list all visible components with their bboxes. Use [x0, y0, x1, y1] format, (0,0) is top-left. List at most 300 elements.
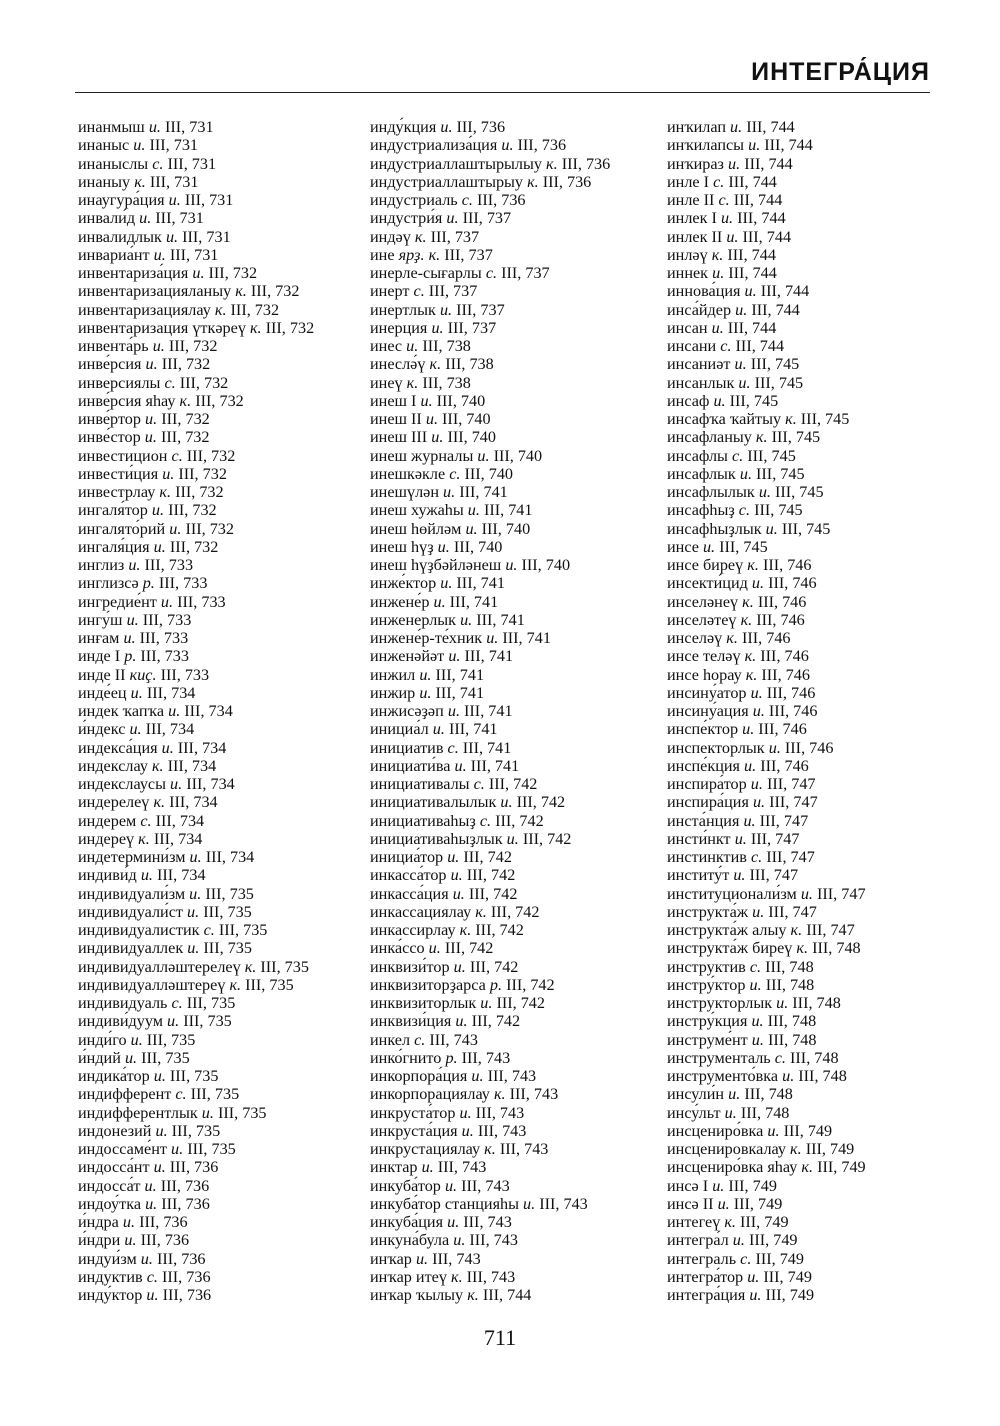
index-entry — [78, 739, 314, 757]
grammar-label: и. — [712, 264, 725, 282]
page-reference: III, 745 — [719, 537, 768, 556]
page-reference: III, 743 — [461, 1176, 510, 1195]
headword: инста́нция — [667, 811, 740, 830]
index-entry — [667, 702, 866, 720]
grammar-label: к. — [740, 610, 753, 629]
index-entry — [78, 684, 314, 702]
page-reference: III, 749 — [817, 1158, 866, 1177]
page-reference: III, 749 — [783, 1121, 833, 1140]
page-reference: III, 741 — [459, 483, 508, 501]
index-entry — [370, 1049, 610, 1067]
index-entry — [667, 976, 866, 994]
grammar-label: к. — [493, 1085, 506, 1104]
grammar-label: с. — [738, 501, 751, 520]
page-reference: III, 731 — [149, 172, 199, 191]
headword: инже́ктор — [370, 574, 437, 593]
page-reference: III, 738 — [422, 373, 471, 392]
grammar-label: к. — [527, 172, 539, 191]
grammar-label: и. — [440, 574, 453, 593]
grammar-label: и. — [776, 994, 789, 1012]
headword: индивидуали́ст — [78, 902, 183, 921]
index-entry — [78, 1031, 314, 1049]
headword: институционали́зм — [667, 884, 797, 903]
index-entry — [370, 866, 610, 884]
grammar-label: и. — [752, 702, 765, 720]
grammar-label: и. — [153, 1067, 166, 1085]
headword: инвариа́нт — [78, 245, 150, 264]
headword: инҡилап — [667, 118, 726, 136]
index-entry — [370, 939, 610, 957]
index-entry — [370, 118, 610, 136]
page-reference: III, 735 — [203, 902, 252, 921]
grammar-label: и. — [750, 775, 763, 793]
page-reference: III, 742 — [469, 957, 519, 976]
grammar-label: и. — [425, 410, 438, 428]
headword: инжил — [370, 665, 416, 684]
grammar-label: к. — [790, 921, 803, 939]
index-entry — [370, 1158, 610, 1176]
grammar-label: и. — [744, 282, 757, 301]
headword: инквизи́ция — [370, 1012, 452, 1031]
index-entry — [667, 1213, 866, 1231]
headword: инспе́ктор — [667, 720, 739, 739]
index-entry — [370, 1250, 610, 1268]
index-entry — [78, 1140, 314, 1158]
grammar-label: и. — [421, 1158, 434, 1177]
grammar-label: и. — [446, 209, 459, 228]
grammar-label: и. — [751, 574, 765, 593]
page-reference: III, 746 — [760, 647, 809, 666]
headword: интегра́тор — [667, 1267, 744, 1286]
headword: инеш III — [370, 428, 428, 447]
headword: инсаф — [667, 391, 710, 410]
index-entry — [667, 1195, 866, 1213]
page-reference: III, 742 — [488, 775, 538, 793]
grammar-label: и. — [734, 355, 747, 374]
headword: инселәнеү — [667, 592, 739, 611]
grammar-label: и. — [728, 154, 741, 173]
headword: инструкта́ж — [667, 902, 749, 921]
headword: инсу́льт — [667, 1103, 721, 1122]
page-reference: III, 744 — [728, 172, 777, 191]
index-entry — [78, 1250, 314, 1268]
index-entry — [667, 1122, 866, 1140]
headword: инле I — [667, 172, 710, 191]
index-entry — [78, 866, 314, 884]
grammar-label: и. — [765, 519, 778, 538]
headword: инде II — [78, 665, 126, 684]
headword: индоу́тка — [78, 1194, 142, 1213]
headword: инкассирлау — [370, 921, 456, 939]
index-entry — [78, 1268, 314, 1286]
grammar-label: и. — [133, 136, 146, 155]
page-reference: III, 738 — [445, 355, 494, 374]
headword: ингредие́нт — [78, 592, 157, 611]
index-entry — [667, 866, 866, 884]
page-reference: III, 747 — [769, 793, 818, 812]
grammar-label: и. — [187, 902, 200, 921]
headword: инжене́р-те́хник — [370, 629, 483, 647]
index-entry — [78, 1286, 314, 1304]
index-entry — [667, 593, 866, 611]
page-reference: III, 741 — [464, 702, 513, 720]
headword: инстинктив — [667, 848, 747, 866]
headword: инспира́тор — [667, 775, 747, 793]
index-entry — [370, 136, 610, 154]
grammar-label: и. — [145, 1194, 158, 1213]
headword: интегеү — [667, 1213, 721, 1231]
index-entry — [667, 191, 866, 209]
headword: инде I — [78, 647, 121, 666]
page-reference: III, 732 — [186, 446, 236, 465]
headword: инерле-сығарлы — [370, 264, 482, 282]
headword: индивидуаль — [78, 994, 168, 1012]
headword: инҡираз — [667, 154, 724, 173]
index-entry — [370, 1085, 610, 1103]
grammar-label: и. — [782, 1067, 795, 1085]
page-reference: III, 744 — [728, 264, 777, 282]
page-reference: III, 731 — [165, 118, 214, 136]
page-reference: III, 748 — [798, 1067, 847, 1085]
index-entry — [370, 629, 610, 647]
grammar-label: с. — [413, 282, 425, 301]
index-entry — [667, 848, 866, 866]
page-reference: III, 733 — [177, 592, 226, 611]
grammar-label: и. — [165, 227, 179, 246]
index-entry — [667, 629, 866, 647]
index-entry — [370, 264, 610, 282]
page-reference: III, 735 — [169, 1067, 219, 1085]
grammar-label: и. — [748, 136, 761, 155]
grammar-label: и. — [742, 720, 755, 739]
page-reference: III, 742 — [516, 793, 566, 812]
page-reference: III, 743 — [475, 1103, 525, 1122]
grammar-label: и. — [454, 756, 467, 775]
index-entry — [667, 1177, 866, 1195]
headword: инкуба́тор станцияһы — [370, 1194, 519, 1213]
headword: инициативалы — [370, 775, 470, 793]
grammar-label: и. — [747, 1267, 760, 1286]
page-reference: III, 742 — [506, 975, 555, 994]
page-reference: III, 740 — [521, 556, 571, 574]
index-entry — [667, 647, 866, 665]
headword: индустриаллаштырыу — [370, 172, 524, 191]
headword: индивидуалләштерелеү — [78, 957, 241, 976]
page-reference: III, 734 — [153, 829, 203, 848]
index-entry — [370, 812, 610, 830]
page-reference: III, 742 — [522, 829, 572, 848]
headword: инсе теләү — [667, 647, 741, 666]
grammar-label: и. — [153, 1158, 166, 1177]
index-entry — [667, 1104, 866, 1122]
headword: инсе — [667, 537, 699, 556]
grammar-label: к. — [724, 1213, 736, 1231]
page-reference: III, 742 — [466, 866, 516, 885]
grammar-label: с. — [774, 1048, 786, 1067]
index-entry — [370, 319, 610, 337]
index-entry — [667, 136, 866, 154]
page-reference: III, 748 — [740, 1103, 790, 1122]
headword: инквизиторҙарса — [370, 975, 486, 994]
index-entry — [667, 282, 866, 300]
headword: инселәтеү — [667, 610, 737, 629]
grammar-label: и. — [437, 537, 450, 556]
index-entry — [667, 611, 866, 629]
grammar-label: к. — [229, 975, 242, 994]
index-entry — [667, 994, 866, 1012]
headword: индосса́т — [78, 1176, 141, 1195]
grammar-label: к. — [467, 1286, 479, 1304]
grammar-label: и. — [758, 483, 771, 501]
page-reference: III, 740 — [493, 446, 543, 465]
headword: инле II — [667, 191, 715, 209]
grammar-label: и. — [444, 1176, 458, 1195]
headword: инерт — [370, 282, 410, 301]
page-reference: III, 745 — [750, 355, 800, 374]
headword: инвали́д — [78, 209, 136, 228]
index-entry — [667, 666, 866, 684]
grammar-label: к. — [785, 410, 797, 428]
page-reference: III, 735 — [218, 921, 268, 939]
page-reference: III, 736 — [156, 1249, 206, 1268]
headword: инеш һөйләм — [370, 519, 462, 538]
grammar-label: к. — [744, 647, 757, 666]
grammar-label: и. — [749, 975, 762, 994]
grammar-label: и. — [720, 209, 734, 228]
grammar-label: и. — [459, 1103, 472, 1122]
headword: инду́ктор — [78, 1286, 143, 1304]
headword: индоссаме́нт — [78, 1140, 167, 1158]
grammar-label: и. — [130, 1030, 143, 1049]
headword: инеш журналы — [370, 446, 474, 465]
grammar-label: и. — [523, 1194, 536, 1213]
headword: инкорпора́ция — [370, 1067, 468, 1085]
page-reference: III, 744 — [735, 337, 785, 355]
index-entry — [78, 228, 314, 246]
headword: инкрустациялау — [370, 1140, 481, 1158]
headword: инсафһыҙлык — [667, 519, 762, 538]
headword: индиви́дуум — [78, 1012, 163, 1031]
headword: инсули́н — [667, 1085, 725, 1104]
page-reference: III, 741 — [464, 647, 514, 666]
index-entry — [667, 1067, 866, 1085]
headword: инаныс — [78, 136, 130, 155]
headword: инстру́ктор — [667, 975, 746, 994]
grammar-label: и. — [767, 1121, 780, 1140]
headword: инженәйәт — [370, 647, 445, 666]
index-entry — [78, 921, 314, 939]
grammar-label: с. — [713, 172, 725, 191]
index-column-3 — [667, 118, 866, 1304]
headword: интегра́ция — [667, 1286, 746, 1304]
headword: инселәү — [667, 629, 723, 647]
grammar-label: с. — [479, 811, 492, 830]
grammar-label: и. — [415, 1249, 429, 1268]
page-reference: III, 733 — [158, 574, 208, 593]
index-entry — [78, 1213, 314, 1231]
grammar-label: и. — [455, 1012, 468, 1031]
headword: инкуба́ция — [370, 1213, 444, 1231]
page-reference: III, 736 — [542, 172, 592, 191]
headword: инеш хужаһы — [370, 501, 464, 520]
page-reference: III, 743 — [429, 1030, 478, 1049]
page-reference: III, 744 — [746, 118, 795, 136]
index-entry — [667, 1286, 866, 1304]
grammar-label: с. — [146, 1267, 158, 1286]
page-reference: III, 731 — [149, 136, 199, 155]
page-reference: III, 737 — [428, 282, 478, 301]
page-reference: III, 735 — [187, 1140, 236, 1158]
index-entry — [370, 720, 610, 738]
headword: инләү — [667, 245, 708, 264]
headword: инеш II — [370, 410, 422, 428]
index-entry — [370, 410, 610, 428]
headword: инкруста́ция — [370, 1121, 458, 1140]
headword: инстру́кция — [667, 1012, 748, 1031]
page-reference: III, 744 — [482, 1286, 532, 1304]
page-reference: III, 741 — [470, 756, 520, 775]
index-entry — [78, 885, 314, 903]
page-reference: III, 735 — [146, 1030, 196, 1049]
grammar-label: к. — [249, 318, 262, 337]
headword: индерем — [78, 811, 137, 830]
page-reference: III, 741 — [435, 683, 485, 702]
grammar-label: к. — [159, 483, 172, 501]
grammar-label: и. — [169, 519, 182, 538]
page-reference: III, 746 — [758, 720, 807, 739]
index-entry — [370, 1031, 610, 1049]
index-entry — [667, 447, 866, 465]
page-reference: III, 736 — [140, 1231, 190, 1250]
headword: инеслә́ү — [370, 355, 426, 374]
grammar-label: и. — [148, 118, 161, 136]
page-reference: III, 731 — [167, 154, 217, 173]
page-reference: III, 736 — [161, 1194, 210, 1213]
page-reference: III, 745 — [781, 519, 831, 538]
headword: индустриаллаштырылыу — [370, 154, 542, 173]
headword: инвалидлык — [78, 227, 162, 246]
index-entry — [370, 666, 610, 684]
page-reference: III, 743 — [432, 1249, 481, 1268]
headword: инжене́р — [370, 592, 430, 611]
index-entry — [78, 574, 314, 592]
headword: инаныслы — [78, 154, 149, 173]
page-reference: III, 735 — [186, 994, 236, 1012]
headword: инсцениро́вка яһау — [667, 1158, 798, 1177]
grammar-label: и. — [728, 1085, 741, 1104]
grammar-label: и. — [123, 629, 136, 647]
headword: инсә II — [667, 1194, 714, 1213]
page-reference: III, 748 — [767, 1012, 817, 1031]
headword: инкел — [370, 1030, 411, 1049]
index-entry — [370, 757, 610, 775]
index-entry — [78, 301, 314, 319]
page-reference: III, 740 — [453, 537, 503, 556]
headword: индуи́зм — [78, 1249, 137, 1268]
headword: инверсиялы — [78, 373, 161, 392]
page-reference: III, 732 — [195, 391, 244, 410]
index-entry — [667, 1085, 866, 1103]
page-reference: III, 749 — [733, 1194, 783, 1213]
grammar-label: и. — [168, 702, 181, 720]
page-reference: III, 740 — [464, 464, 514, 483]
index-entry — [667, 501, 866, 519]
index-entry — [78, 136, 314, 154]
headword: инкасса́тор — [370, 866, 447, 885]
page-reference: III, 732 — [169, 537, 219, 556]
page-reference: III, 744 — [764, 136, 813, 155]
headword: инсценировкалау — [667, 1140, 786, 1158]
headword: инсаниәт — [667, 355, 731, 374]
page-reference: III, 744 — [751, 300, 800, 319]
grammar-label: с. — [414, 1030, 426, 1049]
headword: ине — [370, 245, 395, 264]
grammar-label: и. — [420, 391, 433, 410]
page-reference: III, 746 — [766, 683, 816, 702]
headword: инктар — [370, 1158, 418, 1177]
headword: инсафлы — [667, 446, 728, 465]
index-entry — [78, 1177, 314, 1195]
grammar-label: и. — [738, 373, 751, 392]
page-reference: III, 745 — [800, 410, 850, 428]
headword: ингалято́рий — [78, 519, 166, 538]
headword: институ́т — [667, 866, 730, 885]
grammar-label: и. — [501, 136, 514, 155]
page-reference: III, 749 — [748, 1231, 798, 1250]
index-entry — [370, 958, 610, 976]
grammar-label: и. — [711, 318, 724, 337]
page-reference: III, 741 — [483, 501, 533, 520]
grammar-label: к. — [429, 355, 442, 374]
headword: инсафһыҙ — [667, 501, 735, 520]
page-reference: III, 733 — [142, 610, 192, 629]
headword: индустри́я — [370, 209, 443, 228]
index-entry — [370, 246, 610, 264]
index-entry — [370, 1195, 610, 1213]
index-entry — [667, 812, 866, 830]
grammar-label: и. — [448, 647, 461, 666]
index-entry — [370, 520, 610, 538]
index-entry — [370, 1231, 610, 1249]
index-entry — [667, 246, 866, 264]
headword: инициа́тор — [370, 848, 444, 866]
page-reference: III, 741 — [476, 610, 525, 629]
index-entry — [370, 1012, 610, 1030]
index-entry — [78, 611, 314, 629]
headword: интегра́л — [667, 1231, 729, 1250]
page-reference: III, 747 — [749, 866, 799, 885]
page-reference: III, 736 — [517, 136, 567, 155]
headword: инициативаһыҙлык — [370, 829, 503, 848]
page-reference: III, 747 — [806, 921, 855, 939]
page-reference: III, 740 — [436, 391, 486, 410]
headword: индивидуали́зм — [78, 884, 186, 903]
headword: инсани — [667, 337, 717, 355]
page-reference: III, 745 — [747, 446, 796, 465]
headword: и́ндри — [78, 1231, 121, 1250]
grammar-label: и. — [170, 775, 183, 793]
grammar-label: и. — [140, 1249, 153, 1268]
grammar-label: и. — [130, 683, 143, 702]
grammar-label: и. — [447, 848, 460, 866]
grammar-label: и. — [443, 483, 456, 501]
index-entry — [78, 355, 314, 373]
grammar-label: и. — [122, 1213, 136, 1231]
headword: инструкторлык — [667, 994, 773, 1012]
index-entry — [78, 848, 314, 866]
page-reference: III, 743 — [539, 1194, 588, 1213]
index-entry — [78, 337, 314, 355]
